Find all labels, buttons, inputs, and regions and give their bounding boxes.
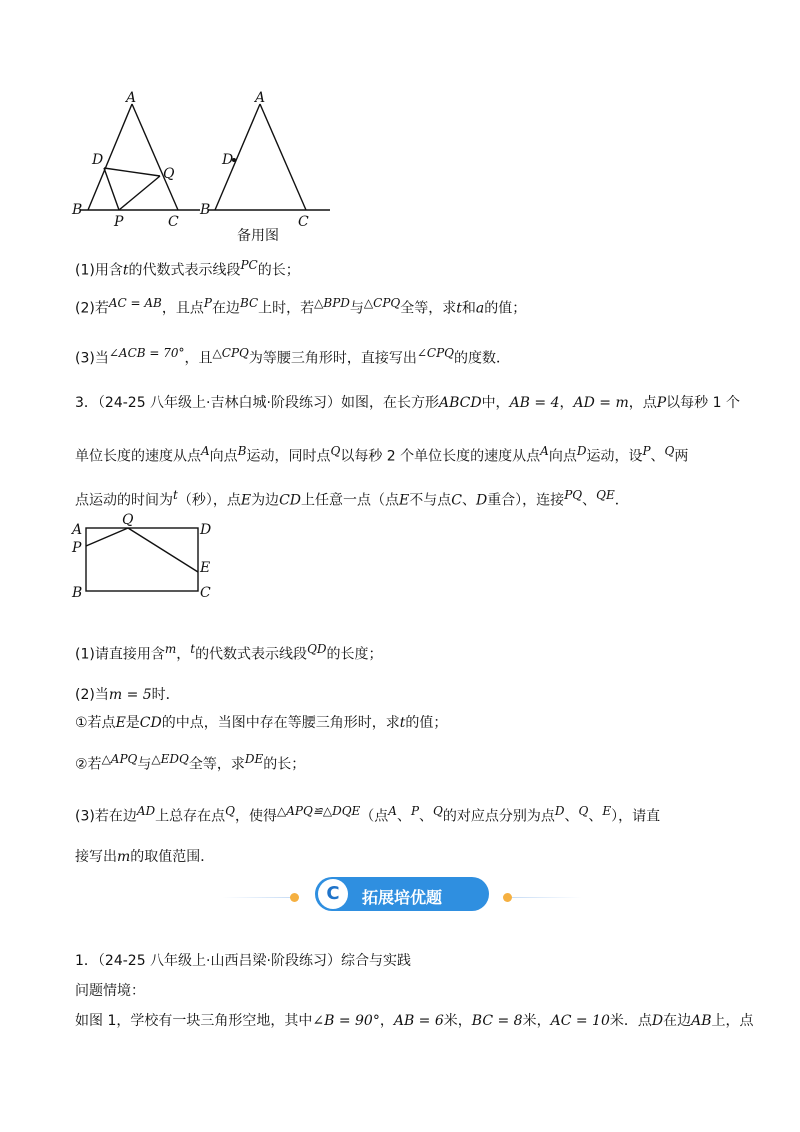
q3-part3b: 接写出m的取值范围． bbox=[75, 849, 215, 865]
rect-label-E: E bbox=[200, 560, 211, 576]
triangle-figures bbox=[60, 88, 350, 248]
q2-part1: (1)用含t的代数式表示线段$^{PC}$的长； bbox=[75, 258, 300, 279]
rect-label-Q: Q bbox=[122, 512, 134, 528]
rect-label-D: D bbox=[200, 522, 212, 538]
q3-part2a: ①若点E是CD的中点，当图中存在等腰三角形时，求t的值； bbox=[75, 715, 448, 731]
q3-line1: 3．（24-25 八年级上·吉林白城·阶段练习）如图，在长方形ABCD中，AB = 4，AD = m，点P以每秒 1 个 bbox=[75, 395, 740, 411]
q3-part2: (2)当m = 5时． bbox=[75, 687, 180, 703]
rect-label-P: P bbox=[72, 540, 82, 556]
figure-caption: 备用图 bbox=[237, 228, 279, 244]
rect-label-C: C bbox=[200, 585, 211, 601]
banner-letter: C bbox=[318, 879, 348, 909]
q2-part3: (3)当$^{\angle ACB = 70^\circ}$，且$^{\triangle CPQ}$为等腰三角形时，直接写出$^{\angle CPQ}$的度数． bbox=[75, 346, 511, 367]
q3-line3: 点运动的时间为$^t$（秒），点E为边CD上任意一点（点E不与点C、D重合），连接$^{PQ}$、$^{QE}$． bbox=[75, 488, 629, 509]
rect-label-A: A bbox=[72, 522, 83, 538]
q3-line2: 单位长度的速度从点$^A$向点$^B$运动，同时点$^Q$以每秒 2 个单位长度的速度从点$^A$向点$^D$运动，设$^P$、$^Q$两 bbox=[75, 444, 689, 465]
c-q1-line3: 如图 1，学校有一块三角形空地，其中∠B = 90°，AB = 6米，BC = 8米，AC = 10米．点D在边AB上，点 bbox=[75, 1013, 754, 1029]
label-C1: C bbox=[168, 214, 179, 230]
label-A2: A bbox=[255, 90, 266, 106]
label-A1: A bbox=[126, 90, 137, 106]
q3-part2b: ②若$^{\triangle APQ}$与$^{\triangle EDQ}$全等，求$^{DE}$的长； bbox=[75, 752, 306, 773]
banner-dot-left bbox=[290, 893, 299, 902]
rect-label-B: B bbox=[72, 585, 83, 601]
label-B1: B bbox=[72, 202, 83, 218]
label-Q1: Q bbox=[163, 166, 175, 182]
c-q1-line2: 问题情境： bbox=[75, 983, 145, 999]
rectangle-figure bbox=[68, 510, 228, 605]
banner-title: 拓展培优题 bbox=[362, 888, 443, 907]
label-C2: C bbox=[298, 214, 309, 230]
q3-part3: (3)若在边$^{AD}$上总存在点$^Q$，使得$^{\triangle APQ≌\triangle DQE}$（点$^A$、$^P$、$^Q$的对应点分别为点$^D$、$^Q$、$^E$），请直 bbox=[75, 804, 661, 825]
banner-rule-right bbox=[512, 897, 582, 898]
banner-rule-left bbox=[222, 897, 292, 898]
c-q1-line1: 1．（24-25 八年级上·山西吕梁·阶段练习）综合与实践 bbox=[75, 953, 411, 969]
label-P1: P bbox=[114, 214, 124, 230]
label-B2: B bbox=[200, 202, 211, 218]
label-D1: D bbox=[92, 152, 104, 168]
q2-part2: (2)若$^{AC = AB}$，且点$^P$在边$^{BC}$上时，若$^{\triangle BPD}$与$^{\triangle CPQ}$全等，求t和a的值； bbox=[75, 296, 527, 317]
label-D2: D bbox=[222, 152, 234, 168]
q3-part1: (1)请直接用含$^m$，$^t$的代数式表示线段$^{QD}$的长度； bbox=[75, 642, 383, 663]
banner-dot-right bbox=[503, 893, 512, 902]
